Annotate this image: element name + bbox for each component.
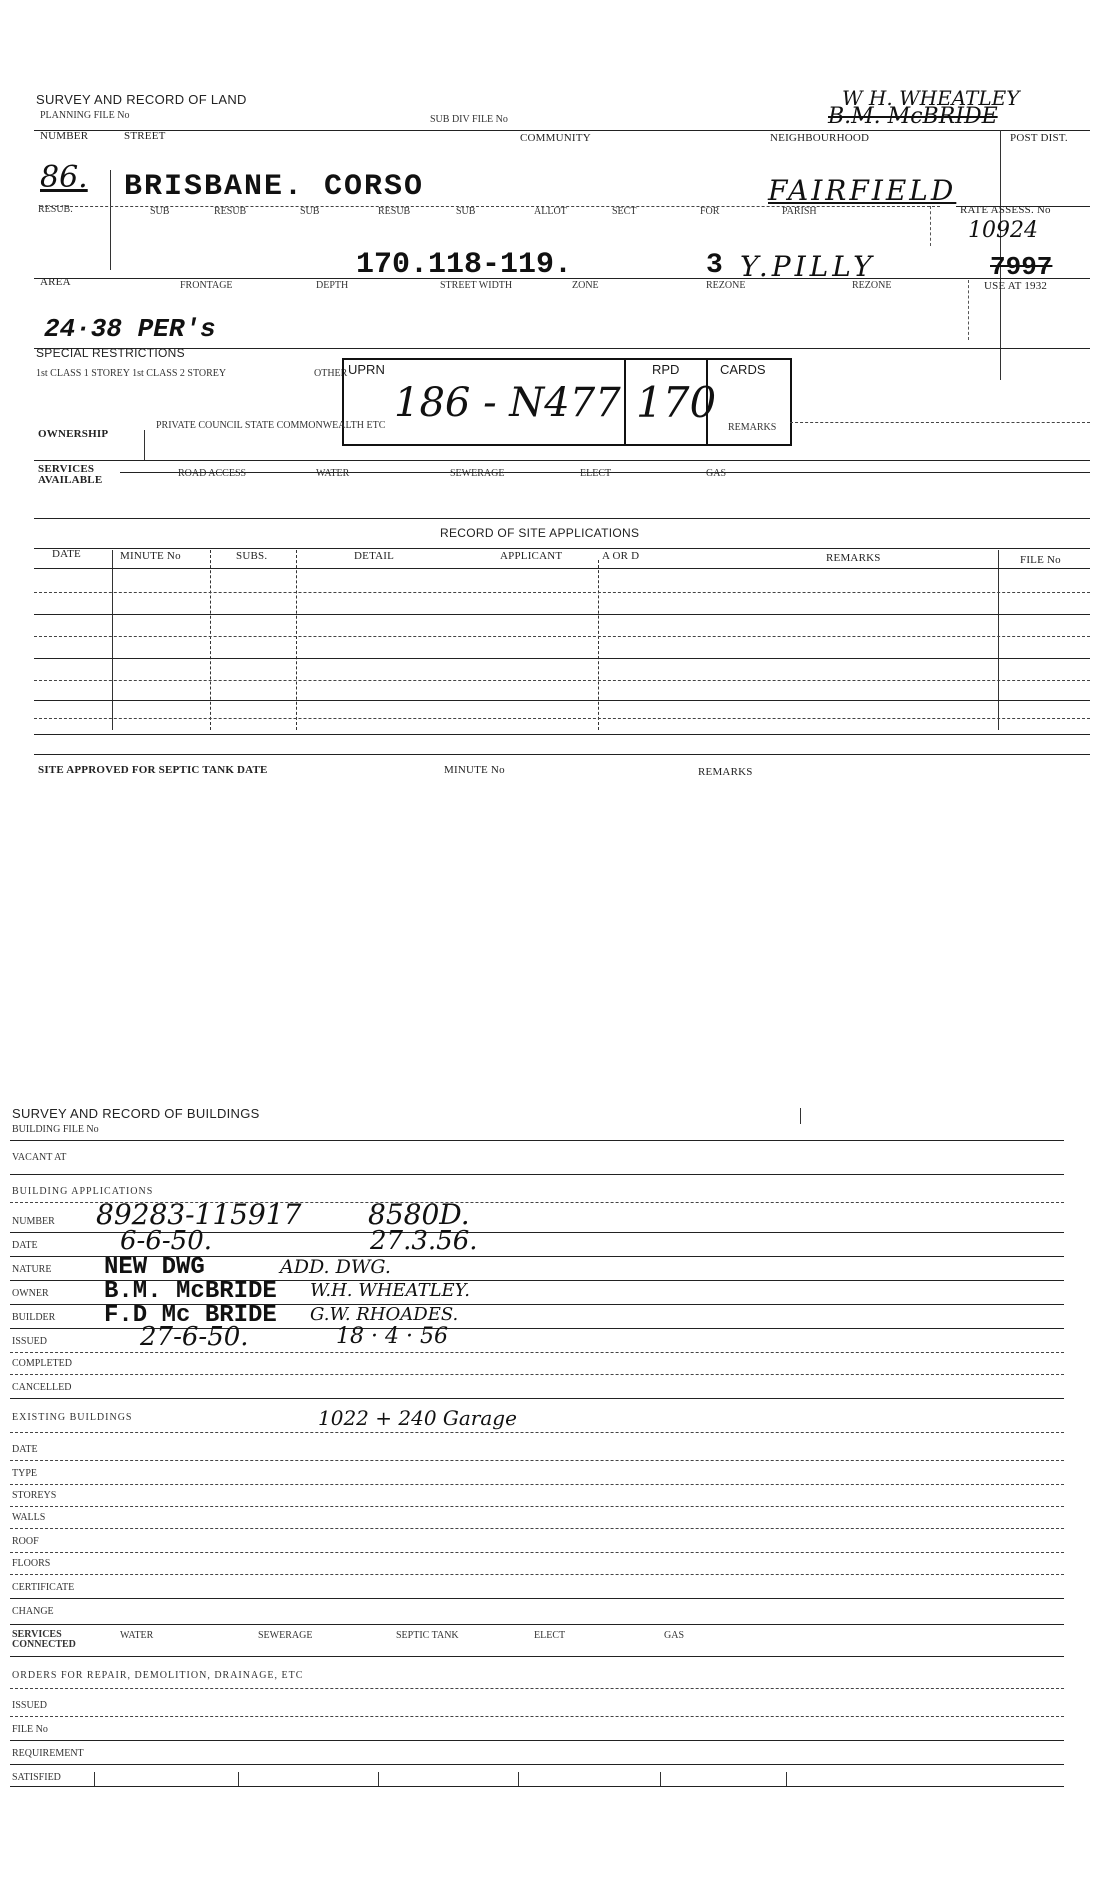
street-label: STREET: [124, 130, 166, 142]
col-subs: SUBS.: [236, 550, 268, 562]
street-value: BRISBANE. CORSO: [124, 170, 425, 204]
land-title: SURVEY AND RECORD OF LAND: [36, 92, 247, 107]
resub-label-2: RESUB: [378, 206, 411, 217]
vacant-at-label: VACANT AT: [12, 1152, 67, 1163]
existing-row-walls: WALLS: [12, 1512, 46, 1523]
orders-title: ORDERS FOR REPAIR, DEMOLITION, DRAINAGE, ETC: [12, 1670, 304, 1681]
app-issued-2: 18 · 4 · 56: [336, 1324, 448, 1349]
uprn-label: UPRN: [348, 362, 385, 377]
septic-minute-label: MINUTE No: [444, 764, 505, 776]
app-date-2: 27.3.56.: [370, 1226, 478, 1256]
app-row-label-owner: OWNER: [12, 1288, 49, 1299]
app-row-label-number: NUMBER: [12, 1216, 55, 1227]
services-available-label: SERVICES AVAILABLE: [38, 463, 103, 486]
ownership-options: PRIVATE COUNCIL STATE COMMONWEALTH ETC: [156, 420, 386, 431]
site-app-title: RECORD OF SITE APPLICATIONS: [440, 526, 640, 540]
col-a-or-d: A OR D: [602, 550, 640, 562]
col-file: FILE No: [1020, 554, 1061, 566]
rezone-value: Y.PILLY: [740, 250, 876, 283]
hand-name-2: B.M. McBRIDE: [828, 104, 998, 129]
service-road-access: ROAD ACCESS: [178, 468, 247, 479]
subdiv-file-label: SUB DIV FILE No: [430, 114, 508, 125]
area-label: AREA: [40, 276, 71, 288]
col-date: DATE: [52, 548, 81, 560]
sect-label: SECT: [612, 206, 637, 217]
ownership-label: OWNERSHIP: [38, 428, 109, 440]
zone-label: ZONE: [572, 280, 599, 291]
col-detail: DETAIL: [354, 550, 395, 562]
orders-row-satisfied: SATISFIED: [12, 1772, 61, 1783]
number-value: 86.: [40, 160, 88, 195]
existing-row-date: DATE: [12, 1444, 38, 1455]
rezone-label-1: REZONE: [706, 280, 746, 291]
app-row-label-nature: NATURE: [12, 1264, 52, 1275]
existing-value: 1022 + 240 Garage: [318, 1406, 517, 1430]
col-remarks: REMARKS: [826, 552, 881, 564]
col-minute: MINUTE No: [120, 550, 181, 562]
app-date-1: 6-6-50.: [120, 1226, 213, 1256]
depth-value: 170.118-119.: [356, 248, 573, 282]
allot-label: ALLOT: [534, 206, 567, 217]
uprn-stamp: [342, 358, 792, 446]
orders-row-issued: ISSUED: [12, 1700, 48, 1711]
street-width-label: STREET WIDTH: [440, 280, 513, 291]
existing-row-floors: FLOORS: [12, 1558, 51, 1569]
existing-row-storeys: STOREYS: [12, 1490, 57, 1501]
community-label: COMMUNITY: [520, 132, 591, 144]
orders-row-requirement: REQUIREMENT: [12, 1748, 84, 1759]
building-file-label: BUILDING FILE No: [12, 1124, 99, 1135]
class-storey-label: 1st CLASS 1 STOREY 1st CLASS 2 STOREY: [36, 368, 227, 379]
app-builder-1: F.D Mc BRIDE: [104, 1302, 277, 1329]
app-row-label-cancelled: CANCELLED: [12, 1382, 72, 1393]
existing-row-type: TYPE: [12, 1468, 37, 1479]
existing-title: EXISTING BUILDINGS: [12, 1412, 133, 1423]
svc-sewerage: SEWERAGE: [258, 1630, 313, 1641]
app-row-label-builder: BUILDER: [12, 1312, 56, 1323]
use-at-label: USE AT 1932: [984, 280, 1048, 292]
sub-label-2: SUB: [300, 206, 320, 217]
number-label: NUMBER: [40, 130, 89, 142]
remarks-label-1: REMARKS: [728, 422, 777, 433]
sub-label-1: SUB: [150, 206, 170, 217]
app-number-2: 8580D.: [368, 1198, 470, 1231]
neighbourhood-value: FAIRFIELD: [768, 174, 957, 207]
app-nature-1: NEW DWG: [104, 1254, 205, 1281]
services-connected-label: SERVICES CONNECTED: [12, 1629, 76, 1650]
special-restrictions-label: SPECIAL RESTRICTIONS: [36, 346, 185, 360]
area-value: 24·38 PER's: [44, 314, 216, 344]
neighbourhood-label: NEIGHBOURHOOD: [770, 132, 870, 144]
orders-row-file: FILE No: [12, 1724, 48, 1735]
svc-elect: ELECT: [534, 1630, 566, 1641]
app-row-label-date: DATE: [12, 1240, 38, 1251]
existing-row-change: CHANGE: [12, 1606, 54, 1617]
resub-label: RESUB.: [38, 204, 73, 215]
service-sewerage: SEWERAGE: [450, 468, 505, 479]
col-applicant: APPLICANT: [500, 550, 563, 562]
app-issued-1: 27-6-50.: [140, 1322, 249, 1352]
zone-value: 3: [706, 250, 723, 281]
rpd-value: 170: [636, 378, 717, 427]
septic-label: SITE APPROVED FOR SEPTIC TANK DATE: [38, 764, 268, 776]
service-elect: ELECT: [580, 468, 612, 479]
app-row-label-completed: COMPLETED: [12, 1358, 72, 1369]
service-gas: GAS: [706, 468, 727, 479]
buildings-title: SURVEY AND RECORD OF BUILDINGS: [12, 1106, 260, 1121]
app-nature-2: ADD. DWG.: [280, 1256, 391, 1278]
uprn-value: 186 - N477: [394, 380, 621, 426]
frontage-label: FRONTAGE: [180, 280, 233, 291]
app-row-label-issued: ISSUED: [12, 1336, 48, 1347]
rezone-label-2: REZONE: [852, 280, 892, 291]
septic-remarks-label: REMARKS: [698, 766, 753, 778]
rate-old-value: 7997: [990, 252, 1053, 282]
cards-label: CARDS: [720, 362, 766, 377]
svc-septic-tank: SEPTIC TANK: [396, 1630, 459, 1641]
planning-file-label: PLANNING FILE No: [40, 110, 130, 121]
depth-label: DEPTH: [316, 280, 349, 291]
app-owner-2: W.H. WHEATLEY.: [310, 1280, 470, 1301]
service-water: WATER: [316, 468, 350, 479]
rate-assess-label: RATE ASSESS. No: [960, 204, 1051, 216]
parish-label: PARISH: [782, 206, 817, 217]
resub-label-1: RESUB: [214, 206, 247, 217]
for-label: FOR: [700, 206, 720, 217]
hand-name-1: W H. WHEATLEY: [842, 86, 1020, 110]
svc-gas: GAS: [664, 1630, 685, 1641]
app-number-1: 89283-115917: [96, 1198, 302, 1231]
applications-title: BUILDING APPLICATIONS: [12, 1186, 154, 1197]
app-owner-1: B.M. McBRIDE: [104, 1278, 277, 1305]
sub-label-3: SUB: [456, 206, 476, 217]
svc-water: WATER: [120, 1630, 154, 1641]
app-builder-2: G.W. RHOADES.: [310, 1304, 459, 1325]
other-label: OTHER: [314, 368, 348, 379]
rpd-label: RPD: [652, 362, 680, 377]
existing-row-roof: ROOF: [12, 1536, 39, 1547]
rate-assess-value: 10924: [968, 218, 1038, 243]
post-dist-label: POST DIST.: [1010, 132, 1068, 144]
existing-row-certificate: CERTIFICATE: [12, 1582, 75, 1593]
